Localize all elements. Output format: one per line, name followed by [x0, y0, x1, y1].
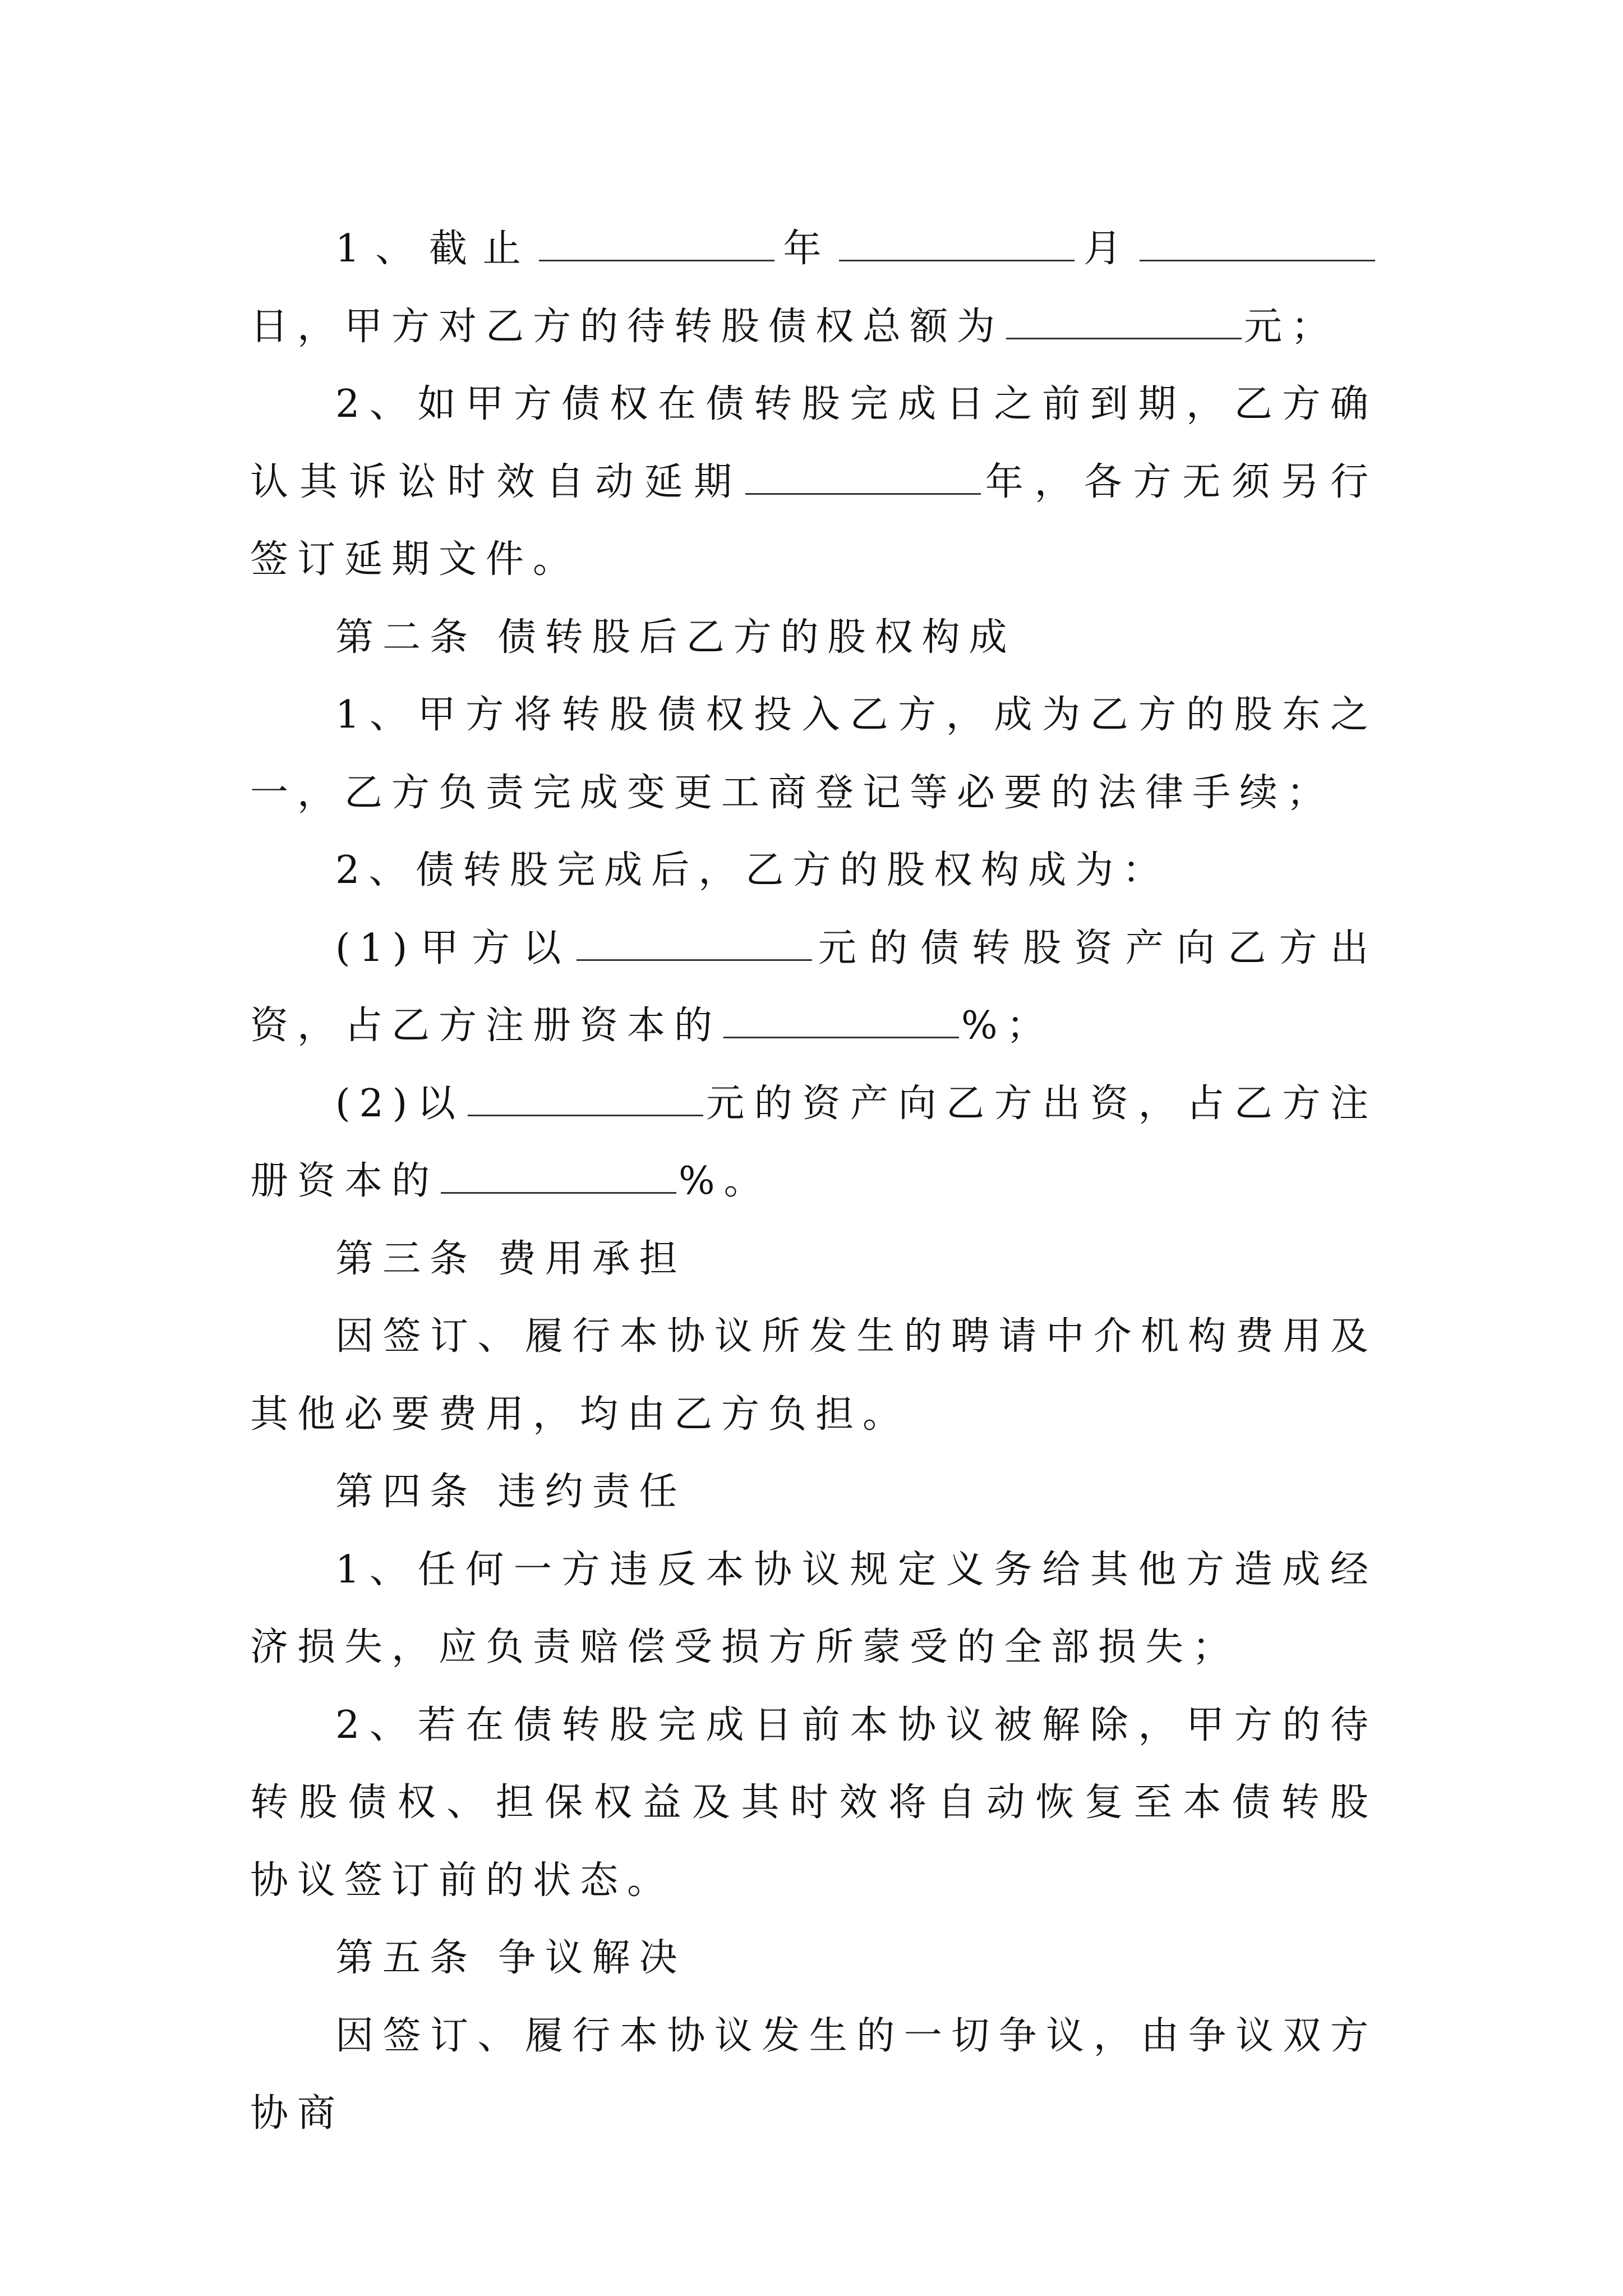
fill-in-blank[interactable]	[577, 959, 812, 961]
fill-in-blank[interactable]	[1140, 259, 1375, 261]
article-heading: 第四条 违约责任	[335, 1470, 686, 1514]
clause-paragraph	[250, 1687, 1377, 1920]
text-span: 因签订、履行本协议发生的一切争议，由争议双方协商	[250, 2013, 1377, 2136]
clause-paragraph	[250, 210, 1377, 366]
text-span: %。	[679, 1159, 771, 1203]
fill-in-blank[interactable]	[745, 493, 981, 495]
text-span: 1、截止	[335, 227, 537, 271]
clause-paragraph	[250, 1531, 1377, 1687]
fill-in-blank[interactable]	[441, 1191, 676, 1194]
clause-paragraph	[250, 910, 1377, 1065]
article-heading: 第五条 争议解决	[335, 1936, 686, 1980]
article-heading: 第三条 费用承担	[335, 1236, 686, 1281]
fill-in-blank[interactable]	[839, 259, 1075, 261]
document-body	[250, 210, 1377, 2153]
clause-paragraph	[250, 366, 1377, 599]
fill-in-blank[interactable]	[539, 259, 774, 261]
text-span: (2)以	[335, 1081, 465, 1126]
fill-in-blank[interactable]	[1006, 337, 1242, 339]
clause-paragraph	[250, 1998, 1377, 2153]
text-span: 2、如甲方债权在债转股完成日之前到期，乙方确认其诉讼时效自动延期	[250, 382, 1377, 504]
text-span: 因签订、履行本协议所发生的聘请中介机构费用及其他必要费用，均由乙方负担。	[250, 1314, 1377, 1437]
text-span: 年	[776, 227, 837, 271]
article-heading: 第二条 债转股后乙方的股权构成	[335, 615, 1016, 660]
fill-in-blank[interactable]	[723, 1036, 959, 1038]
text-span: 1、任何一方违反本协议规定义务给其他方造成经济损失，应负责赔偿受损方所蒙受的全部损失；	[250, 1547, 1377, 1669]
text-span: 2、若在债转股完成日前本协议被解除，甲方的待转股债权、担保权益及其时效将自动恢复至本债转股协议签订前的状态。	[250, 1703, 1377, 1903]
clause-paragraph	[250, 677, 1377, 832]
text-span: 2、债转股完成后，乙方的股权构成为：	[335, 848, 1170, 892]
text-span: 年，各方无须另行签订延期文件。	[250, 459, 1377, 582]
text-span: 元的债转股资产向乙方出资，占乙方注册资本的	[250, 926, 1377, 1048]
text-span: 元的资产向乙方出资，占乙方注册资本的	[250, 1081, 1377, 1203]
text-span: 1、甲方将转股债权投入乙方，成为乙方的股东之一，乙方负责完成变更工商登记等必要的法律手续；	[250, 693, 1377, 815]
text-span: 元；	[1244, 304, 1339, 349]
clause-paragraph	[250, 1065, 1377, 1221]
text-span: %；	[961, 1004, 1054, 1048]
text-span: (1)甲方以	[335, 926, 574, 970]
clause-paragraph	[250, 1298, 1377, 1453]
fill-in-blank[interactable]	[468, 1114, 703, 1116]
text-span: 日，甲方对乙方的待转股债权总额为	[250, 304, 1004, 349]
clause-paragraph	[250, 832, 1377, 910]
text-span: 月	[1077, 227, 1137, 271]
